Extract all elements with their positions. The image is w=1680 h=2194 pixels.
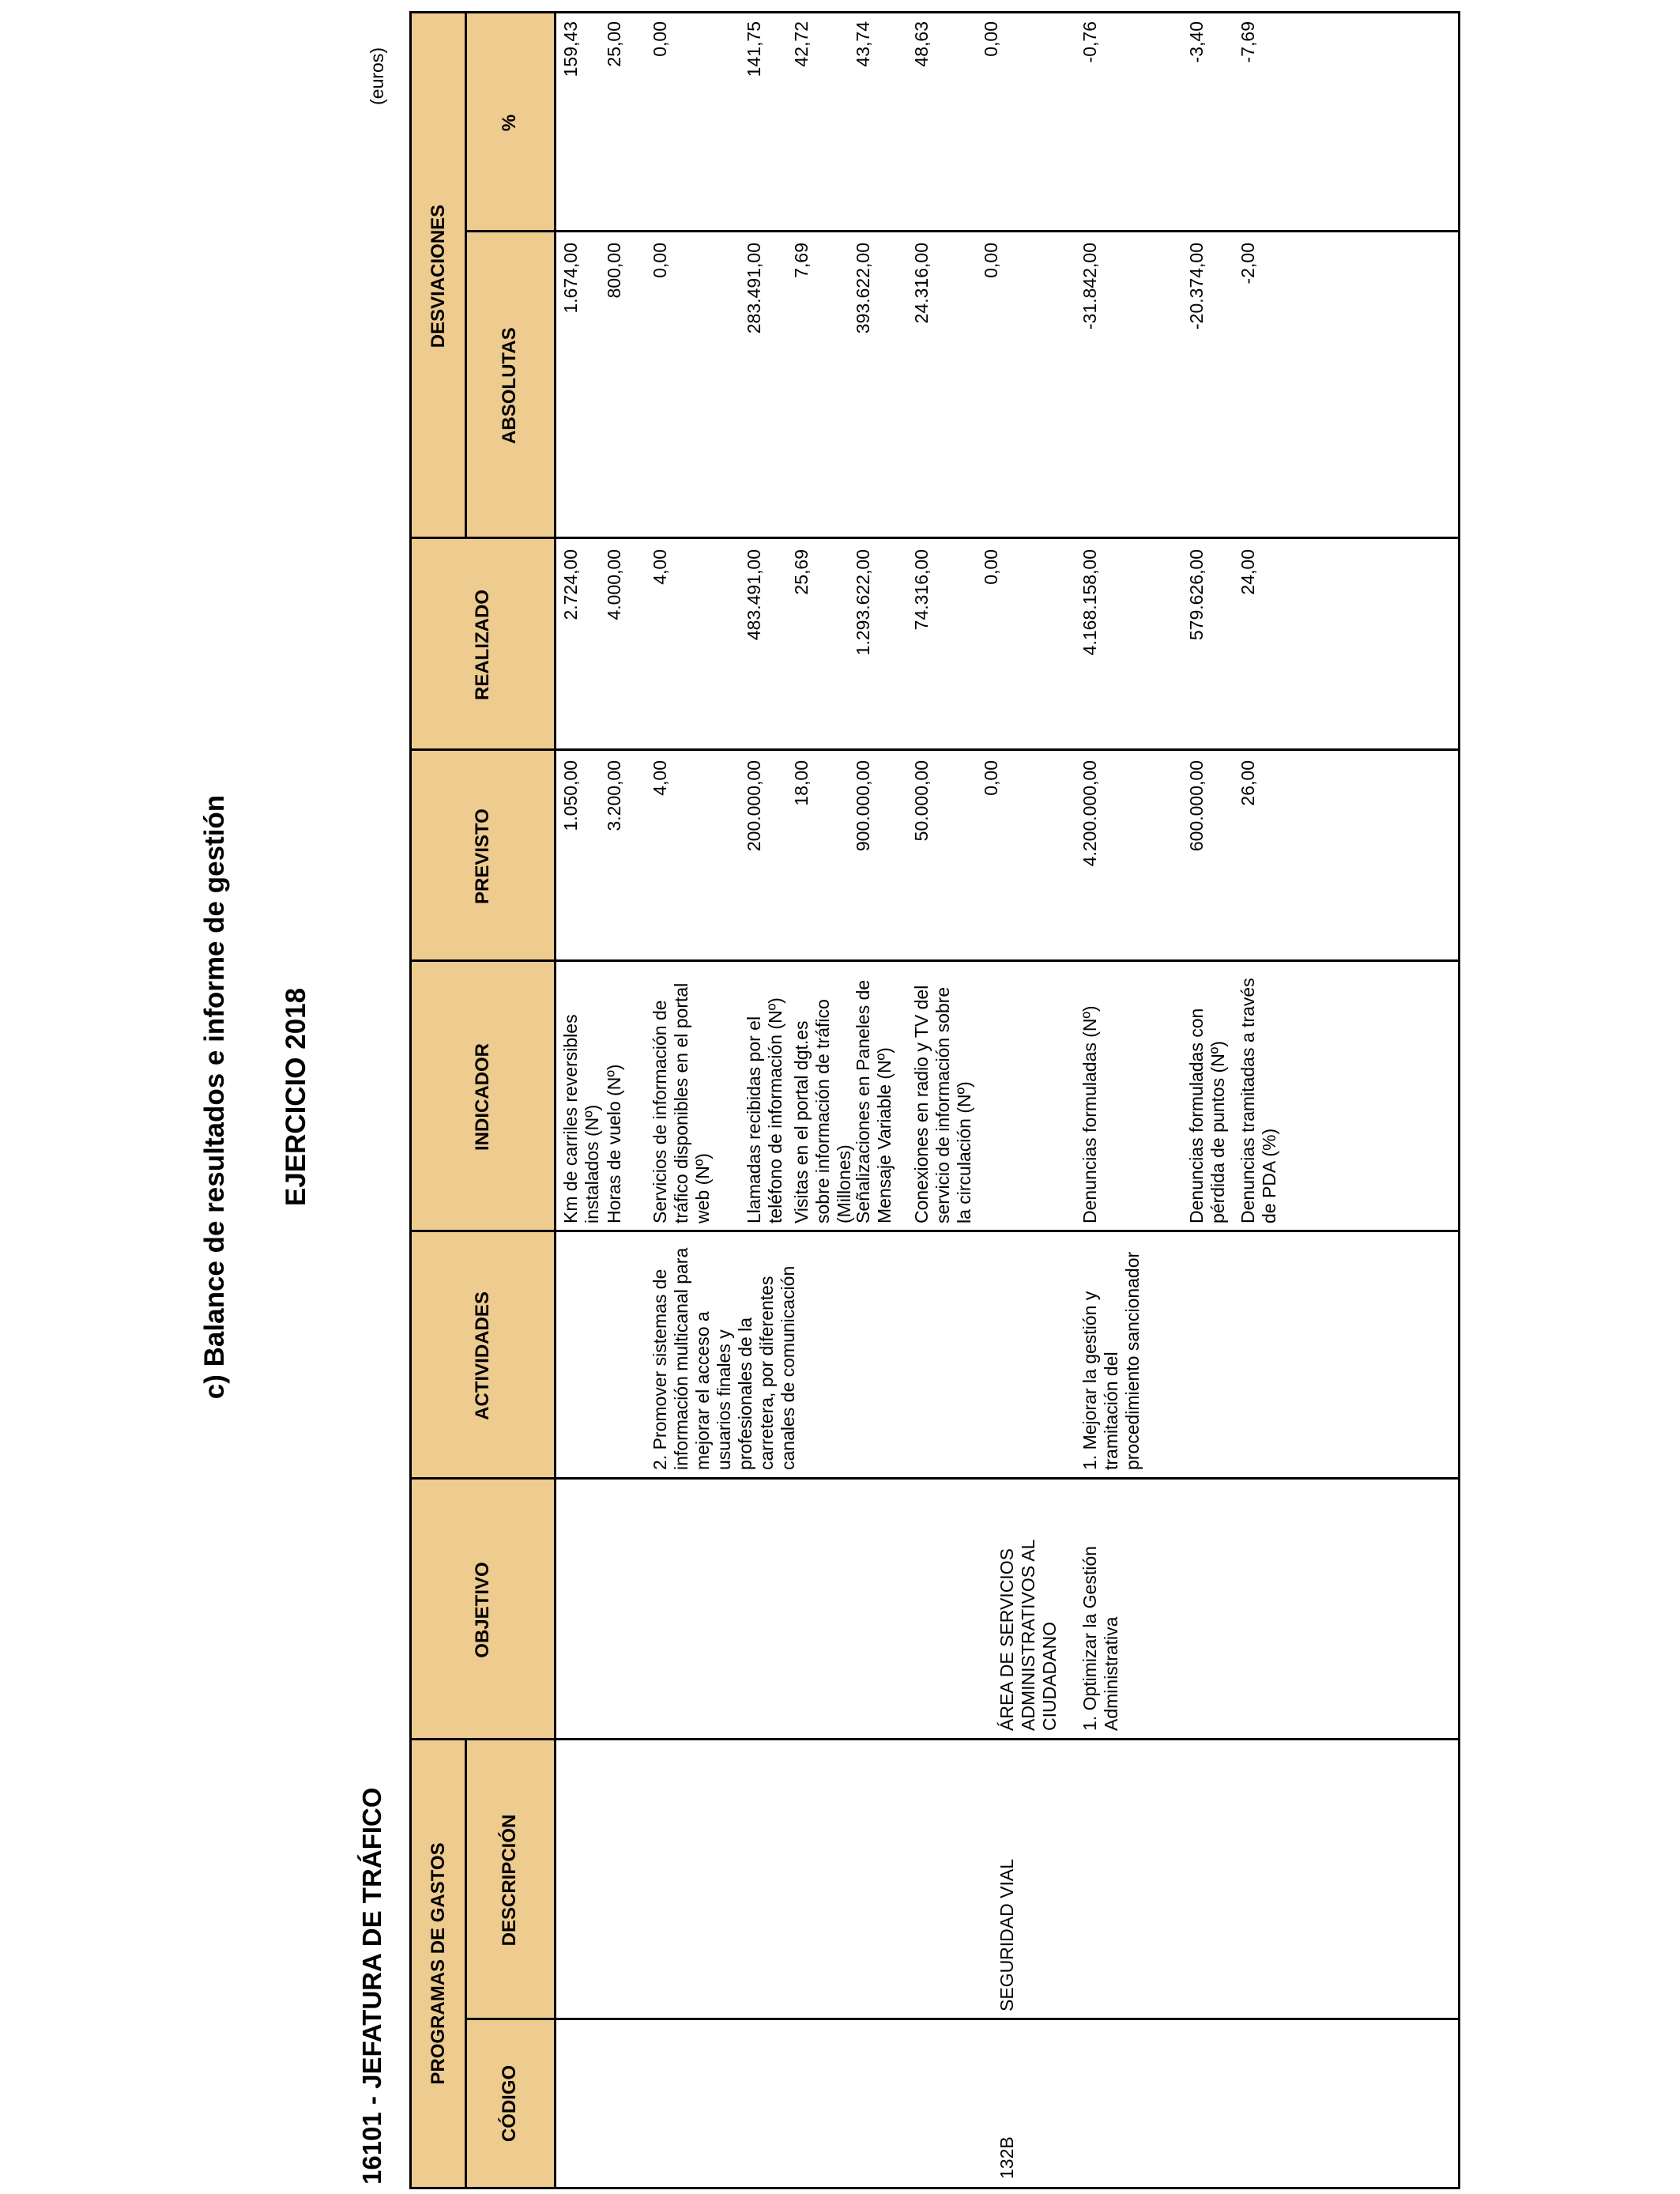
- header-previsto: PREVISTO: [412, 751, 554, 962]
- cell-realizado: 0,00: [981, 549, 1001, 585]
- grid-line: [412, 1230, 1460, 1232]
- cell-realizado: 25,69: [791, 549, 812, 595]
- cell-absolutas: 393.622,00: [853, 243, 873, 334]
- grid-line: [412, 748, 1460, 751]
- cell-pct: 43,74: [853, 21, 873, 67]
- cell-realizado: 4,00: [650, 549, 670, 585]
- cell-pct: 0,00: [650, 21, 670, 57]
- cell-absolutas: 1.674,00: [560, 243, 581, 314]
- program-code: 132B: [996, 2136, 1017, 2179]
- cell-indicador: Señalizaciones en Paneles de Mensaje Variable (Nº): [853, 979, 895, 1223]
- area-label: ÁREA DE SERVICIOS ADMINISTRATIVOS AL CIUDADANO: [996, 1540, 1060, 1731]
- cell-pct: 48,63: [911, 21, 932, 67]
- header-pct: %: [465, 13, 554, 232]
- grid-line: [412, 1738, 1460, 1740]
- header-desviaciones: DESVIACIONES: [412, 13, 465, 539]
- cell-realizado: 579.626,00: [1186, 549, 1207, 641]
- cell-previsto: 4,00: [650, 760, 670, 796]
- header-programas: PROGRAMAS DE GASTOS: [412, 1740, 465, 2187]
- cell-previsto: 18,00: [791, 760, 812, 806]
- cell-indicador: Km de carriles reversibles instalados (Nº): [560, 1014, 602, 1223]
- cell-pct: 42,72: [791, 21, 812, 67]
- cell-previsto: 600.000,00: [1186, 760, 1207, 852]
- cell-previsto: 4.200.000,00: [1079, 760, 1100, 867]
- cell-previsto: 0,00: [981, 760, 1001, 796]
- header-descripcion: DESCRIPCIÓN: [465, 1740, 554, 2020]
- cell-previsto: 900.000,00: [853, 760, 873, 852]
- cell-indicador: Conexiones en radio y TV del servicio de información sobre la circulación (Nº): [911, 985, 974, 1223]
- cell-pct: -0,76: [1079, 21, 1100, 63]
- cell-indicador: Denuncias tramitadas a través de PDA (%): [1237, 978, 1279, 1223]
- header-codigo: CÓDIGO: [465, 2020, 554, 2187]
- header-realizado: REALIZADO: [412, 539, 554, 751]
- activity-text: 2. Promover sistemas de información multicanal para mejorar el acceso a usuarios finales y profesionales de la carretera, por diferentes canales de comunicación: [650, 1247, 798, 1470]
- units-label: (euros): [367, 47, 387, 105]
- cell-absolutas: -31.842,00: [1079, 243, 1100, 330]
- cell-pct: 25,00: [604, 21, 624, 67]
- cell-absolutas: -20.374,00: [1186, 243, 1207, 330]
- cell-indicador: Servicios de información de tráfico disponibles en el portal web (Nº): [650, 982, 713, 1223]
- grid-line: [465, 230, 1460, 232]
- cell-previsto: 26,00: [1237, 760, 1258, 806]
- cell-absolutas: 0,00: [981, 243, 1001, 278]
- cell-realizado: 2.724,00: [560, 549, 581, 620]
- activity-text: 1. Mejorar la gestión y tramitación del procedimiento sancionador: [1079, 1251, 1143, 1470]
- grid-line: [554, 13, 556, 2187]
- section-title: 16101 - JEFATURA DE TRÁFICO: [357, 1787, 386, 2185]
- report-year: EJERCICIO 2018: [281, 987, 311, 1207]
- cell-realizado: 4.000,00: [604, 549, 624, 620]
- cell-previsto: 200.000,00: [744, 760, 764, 852]
- cell-pct: -3,40: [1186, 21, 1207, 63]
- cell-realizado: 4.168.158,00: [1079, 549, 1100, 656]
- cell-indicador: Denuncias formuladas (Nº): [1079, 1005, 1100, 1223]
- cell-realizado: 74.316,00: [911, 549, 932, 631]
- cell-indicador: Llamadas recibidas por el teléfono de información (Nº): [744, 997, 785, 1223]
- objective-text: 1. Optimizar la Gestión Administrativa: [1079, 1546, 1121, 1731]
- cell-pct: -7,69: [1237, 21, 1258, 63]
- header-actividades: ACTIVIDADES: [412, 1232, 554, 1480]
- grid-line: [412, 959, 1460, 962]
- cell-pct: 159,43: [560, 21, 581, 77]
- program-description: SEGURIDAD VIAL: [996, 1859, 1017, 2011]
- cell-previsto: 50.000,00: [911, 760, 932, 842]
- cell-indicador: Visitas en el portal dgt.es sobre información de tráfico (Millones): [791, 999, 854, 1223]
- grid-line: [412, 537, 1460, 539]
- report-title: c) Balance de resultados e informe de gestión: [199, 794, 230, 1400]
- cell-realizado: 1.293.622,00: [853, 549, 873, 656]
- grid-line: [465, 1740, 467, 2187]
- cell-absolutas: -2,00: [1237, 243, 1258, 285]
- header-objetivo: OBJETIVO: [412, 1480, 554, 1740]
- cell-absolutas: 283.491,00: [744, 243, 764, 334]
- cell-absolutas: 0,00: [650, 243, 670, 278]
- cell-previsto: 1.050,00: [560, 760, 581, 831]
- cell-indicador: Denuncias formuladas con pérdida de puntos (Nº): [1186, 1008, 1228, 1223]
- header-indicador: INDICADOR: [412, 962, 554, 1232]
- cell-indicador: Horas de vuelo (Nº): [604, 1064, 624, 1223]
- cell-previsto: 3.200,00: [604, 760, 624, 831]
- grid-line: [465, 13, 467, 539]
- cell-pct: 0,00: [981, 21, 1001, 57]
- cell-pct: 141,75: [744, 21, 764, 77]
- cell-realizado: 24,00: [1237, 549, 1258, 595]
- results-table: [409, 11, 1460, 2189]
- cell-realizado: 483.491,00: [744, 549, 764, 641]
- cell-absolutas: 24.316,00: [911, 243, 932, 324]
- header-absolutas: ABSOLUTAS: [465, 232, 554, 539]
- grid-line: [465, 2018, 1460, 2020]
- grid-line: [412, 1477, 1460, 1480]
- cell-absolutas: 800,00: [604, 243, 624, 299]
- cell-absolutas: 7,69: [791, 243, 812, 278]
